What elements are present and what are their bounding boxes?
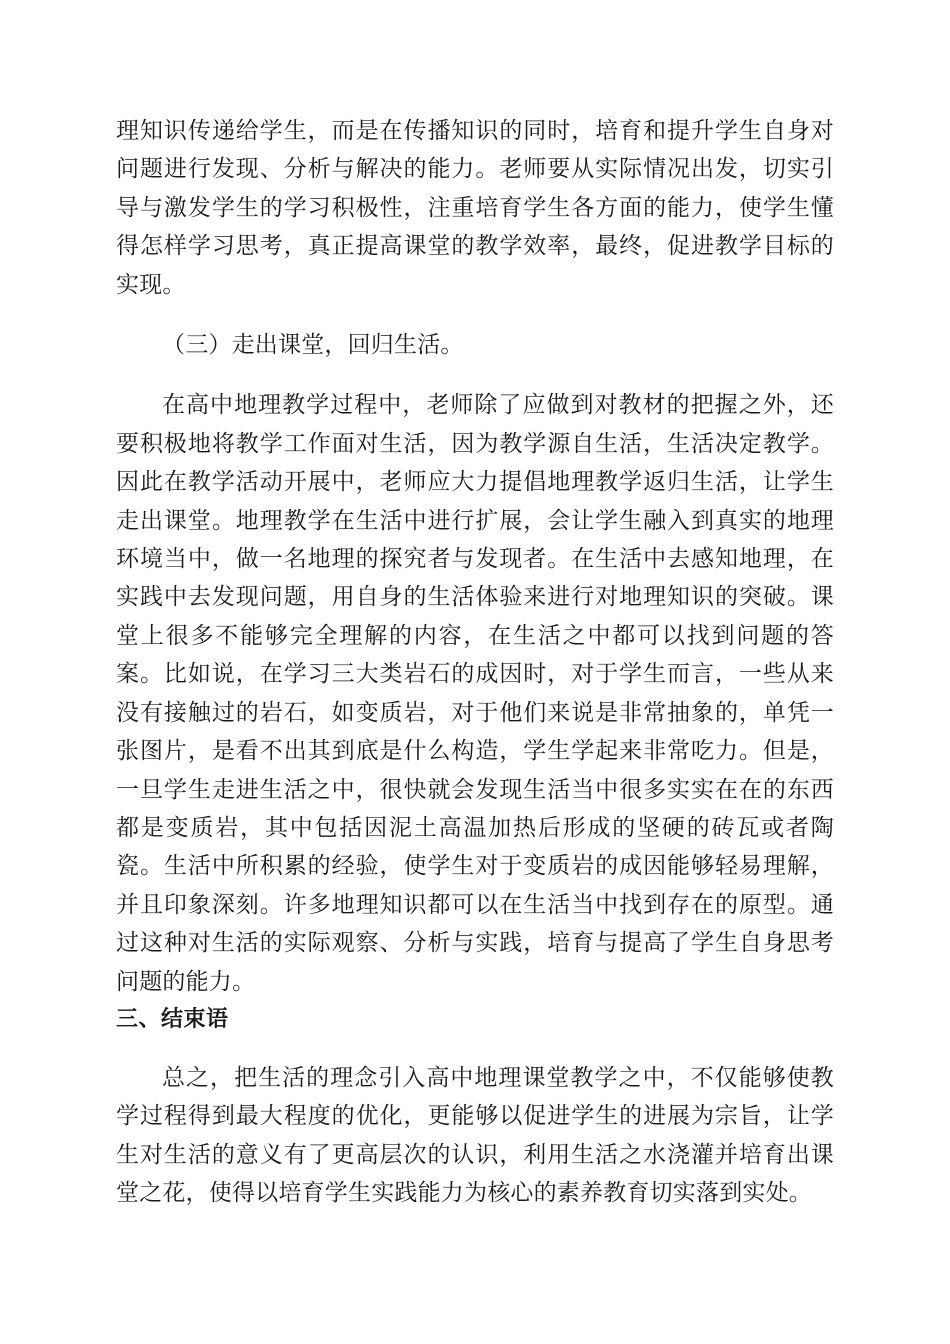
conclusion-paragraph: 总之，把生活的理念引入高中地理课堂教学之中，不仅能够使教学过程得到最大程度的优化，更能够以促进学生的进展为宗旨，让学生对生活的意义有了更高层次的认识，利用生活之水浇灌并培育出课堂之花，使得以培育学生实践能力为核心的素养教育切实落到实处。 — [116, 1064, 834, 1207]
continuation-paragraph: 理知识传递给学生，而是在传播知识的同时，培育和提升学生自身对问题进行发现、分析与解决的能力。老师要从实际情况出发，切实引导与激发学生的学习积极性，注重培育学生各方面的能力，使学生懂得怎样学习思考，真正提高课堂的教学效率，最终，促进教学目标的实现。 — [116, 118, 834, 298]
life-paragraph: 在高中地理教学过程中，老师除了应做到对教材的把握之外，还要积极地将教学工作面对生活，因为教学源自生活，生活决定教学。因此在教学活动开展中，老师应大力提倡地理教学返归生活，让学生走出课堂。地理教学在生活中进行扩展，会让学生融入到真实的地理环境当中，做一名地理的探究者与发现者。在生活中去感知地理，在实践中去发现问题，用自身的生活体验来进行对地理知识的突破。课堂上很多不能够完全理解的内容，在生活之中都可以找到问题的答案。比如说，在学习三大类岩石的成因时，对于学生而言，一些从来没有接触过的岩石，如变质岩，对于他们来说是非常抽象的，单凭一张图片，是看不出其到底是什么构造，学生学起来非常吃力。但是，一旦学生走进生活之中，很快就会发现生活当中很多实实在在的东西都是变质岩，其中包括因泥土高温加热后形成的坚硬的砖瓦或者陶瓷。生活中所积累的经验，使学生对于变质岩的成因能够轻易理解，并且印象深刻。许多地理知识都可以在生活当中找到存在的原型。通过这种对生活的实际观察、分析与实践，培育与提高了学生自身思考问题的能力。 — [116, 392, 834, 995]
document-page — [116, 112, 834, 1213]
subsection-heading: （三）走出课堂，回归生活。 — [162, 332, 464, 359]
section-heading: 三、结束语 — [116, 1006, 229, 1032]
